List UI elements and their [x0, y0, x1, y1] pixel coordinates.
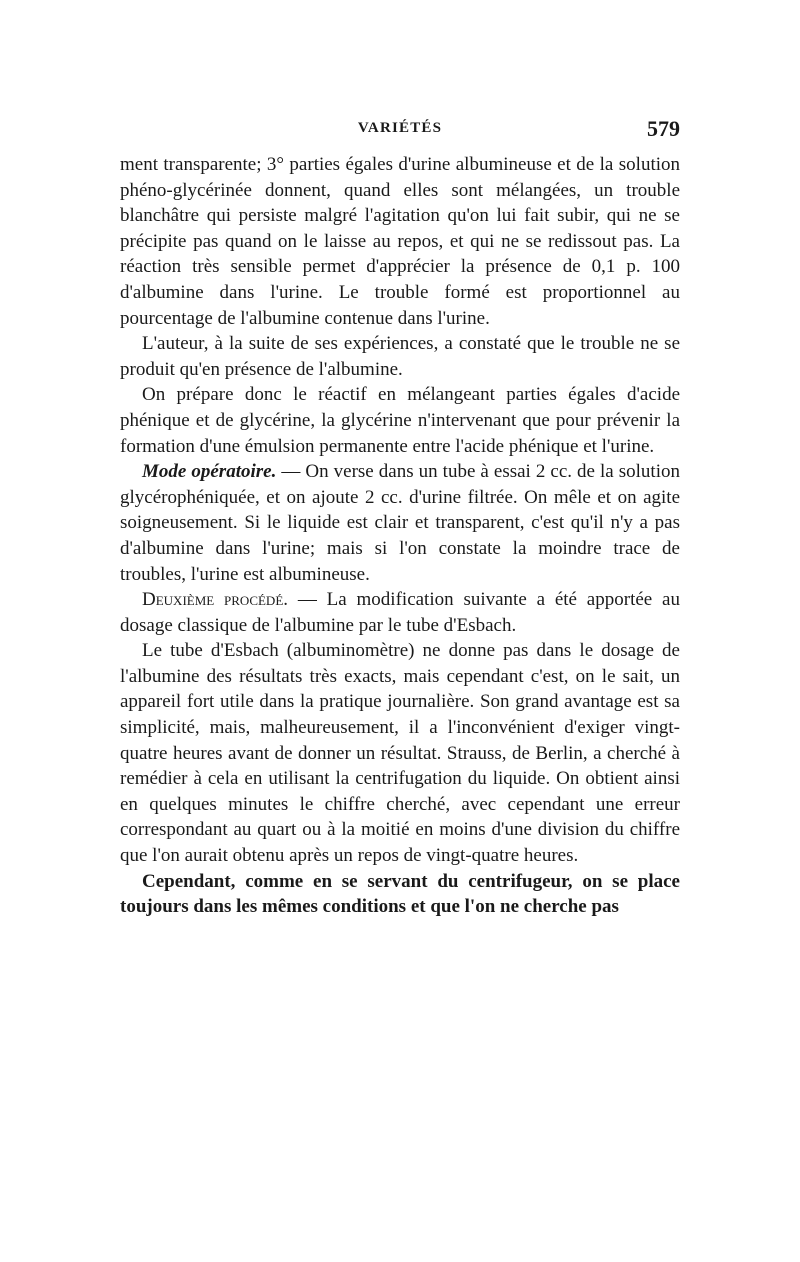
paragraph-text: L'auteur, à la suite de ses expériences, a constaté que le trouble ne se produit qu'en présence de l'albumine.	[120, 333, 680, 380]
running-title: VARIÉTÉS	[357, 120, 443, 136]
page-number: 579	[647, 116, 680, 141]
paragraph-text: On prépare donc le réactif en mélangeant parties égales d'acide phénique et de glycérine, la glycérine n'intervenant que pour prévenir la formation d'une émulsion permanente entre l'acide phénique et l'urine.	[120, 384, 680, 457]
section-lead-deuxieme-procede: Deuxième procédé.	[142, 589, 289, 611]
paragraph-centrifuge	[120, 869, 680, 920]
paragraph-text: ment transparente; 3° parties égales d'urine albumineuse et de la solution phéno-glycérinée donnent, quand elles sont mélangées, un trouble blanchâtre qui persiste malgré l'agitation qu'on lui fait subir, qui ne se précipite pas quand on le laisse au repos, et qui ne se redissout pas. La réaction très sensible permet d'apprécier la présence de 0,1 p. 100 d'albumine dans l'urine. Le trouble formé est proportionnel au pourcentage de l'albumine contenue dans l'urine.	[120, 154, 680, 329]
paragraph-reagent-preparation	[120, 382, 680, 459]
paragraph-text: Le tube d'Esbach (albuminomètre) ne donne pas dans le dosage de l'albumine des résultats très exacts, mais cependant c'est, on le sait, un appareil fort utile dans la pratique journalière. Son grand avantage est sa simplicité, mais, malheureusement, il a l'inconvénient d'exiger vingt-quatre heures avant de donner un résultat. Strauss, de Berlin, a cherché à remédier à cela en utilisant la centrifugation du liquide. On obtient ainsi en quelques minutes le chiffre cherché, avec cependant une erreur correspondant au quart ou à la moitié en moins d'une division du chiffre que l'on aurait obtenu après un repos de vingt-quatre heures.	[120, 640, 680, 867]
paragraph-text: Cependant, comme en se servant du centrifugeur, on se place toujours dans les mêmes conditions et que l'on ne cherche pas	[120, 870, 680, 918]
body-text	[120, 152, 680, 920]
paragraph-mode-operatoire	[120, 459, 680, 587]
paragraph-continuation	[120, 152, 680, 331]
section-lead-mode-operatoire: Mode opératoire.	[142, 461, 277, 483]
page-header	[120, 116, 680, 142]
paragraph-esbach-tube	[120, 638, 680, 868]
paragraph-text: — La modification suivante a été apportée au dosage classique de l'albumine par le tube d'Esbach.	[120, 589, 680, 636]
paragraph-text: — On verse dans un tube à essai 2 cc. de la solution glycérophéniquée, et on ajoute 2 cc. d'urine filtrée. On mêle et on agite soigneusement. Si le liquide est clair et transparent, c'est qu'il n'y a pas d'albumine dans l'urine; mais si l'on constate la moindre trace de troubles, l'urine est albumineuse.	[120, 461, 680, 585]
paragraph-deuxieme-procede	[120, 587, 680, 638]
paragraph-author-observation	[120, 331, 680, 382]
